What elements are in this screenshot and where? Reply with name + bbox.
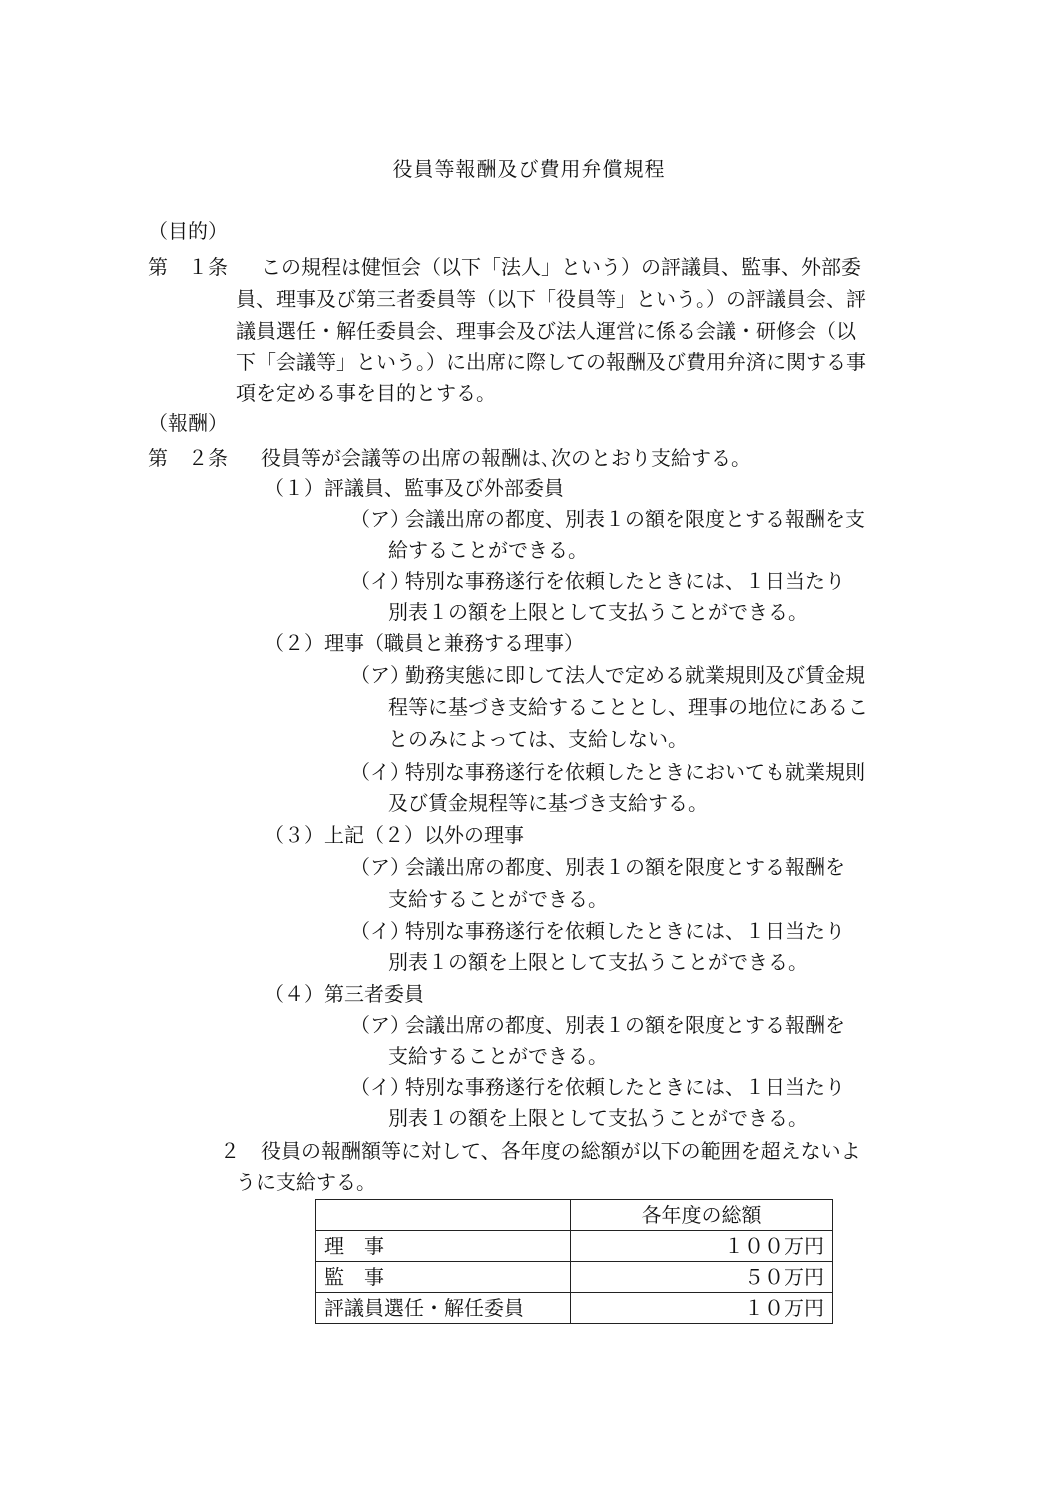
item-title: （２）理事（職員と兼務する理事） bbox=[264, 631, 584, 655]
table-header-cell bbox=[316, 1200, 571, 1231]
table-amount-cell: ５０万円 bbox=[571, 1262, 833, 1293]
article-1-line: 項を定める事を目的とする。 bbox=[236, 381, 496, 405]
sub-line: 及び賃金規程等に基づき支給する。 bbox=[388, 791, 708, 815]
sub-label: （イ） bbox=[350, 569, 410, 593]
sub-line: 別表１の額を上限として支払うことができる。 bbox=[388, 950, 808, 974]
table-row bbox=[316, 1262, 833, 1293]
document-title: 役員等報酬及び費用弁償規程 bbox=[392, 157, 666, 181]
article-1-heading: （目的） bbox=[148, 219, 228, 243]
sub-line: 勤務実態に即して法人で定める就業規則及び賃金規 bbox=[405, 663, 865, 687]
table-amount-cell: １０万円 bbox=[571, 1293, 833, 1324]
table-row bbox=[316, 1231, 833, 1262]
item-title: （３）上記（２）以外の理事 bbox=[264, 823, 524, 847]
sub-line: 特別な事務遂行を依頼したときには、１日当たり bbox=[405, 569, 845, 593]
article-1-line: 員、理事及び第三者委員等（以下「役員等」という。）の評議員会、評 bbox=[236, 287, 866, 311]
table-header-cell: 各年度の総額 bbox=[571, 1200, 833, 1231]
sub-line: 別表１の額を上限として支払うことができる。 bbox=[388, 1106, 808, 1130]
sub-line: 特別な事務遂行を依頼したときには、１日当たり bbox=[405, 919, 845, 943]
item-title: （４）第三者委員 bbox=[264, 982, 424, 1006]
article-1-line: この規程は健恒会（以下「法人」という）の評議員、監事、外部委 bbox=[261, 255, 861, 279]
table-role-cell: 監 事 bbox=[316, 1262, 571, 1293]
sub-label: （イ） bbox=[350, 760, 410, 784]
sub-label: （ア） bbox=[350, 1013, 410, 1037]
paragraph-2-line: うに支給する。 bbox=[236, 1170, 376, 1194]
sub-line: 支給することができる。 bbox=[388, 887, 608, 911]
article-1-label: 第 １条 bbox=[148, 255, 228, 279]
article-2-label: 第 ２条 bbox=[148, 446, 228, 470]
sub-line: 程等に基づき支給することとし、理事の地位にあるこ bbox=[388, 695, 868, 719]
table-header-row bbox=[316, 1200, 833, 1231]
sub-label: （ア） bbox=[350, 507, 410, 531]
table-role-cell: 理 事 bbox=[316, 1231, 571, 1262]
sub-line: 特別な事務遂行を依頼したときには、１日当たり bbox=[405, 1075, 845, 1099]
article-1-line: 下「会議等」という。）に出席に際しての報酬及び費用弁済に関する事 bbox=[236, 350, 866, 374]
sub-label: （イ） bbox=[350, 1075, 410, 1099]
table-amount-cell: １００万円 bbox=[571, 1231, 833, 1262]
article-2-heading: （報酬） bbox=[148, 411, 228, 435]
paragraph-2-number: ２ bbox=[220, 1139, 240, 1163]
article-1-line: 議員選任・解任委員会、理事会及び法人運営に係る会議・研修会（以 bbox=[236, 319, 856, 343]
sub-line: 会議出席の都度、別表１の額を限度とする報酬を支 bbox=[405, 507, 865, 531]
table-role-cell: 評議員選任・解任委員 bbox=[316, 1293, 571, 1324]
sub-line: 支給することができる。 bbox=[388, 1044, 608, 1068]
item-title: （１）評議員、監事及び外部委員 bbox=[264, 476, 564, 500]
paragraph-2-line: 役員の報酬額等に対して、各年度の総額が以下の範囲を超えないよ bbox=[261, 1139, 861, 1163]
sub-label: （イ） bbox=[350, 919, 410, 943]
sub-line: 特別な事務遂行を依頼したときにおいても就業規則 bbox=[405, 760, 865, 784]
sub-line: 会議出席の都度、別表１の額を限度とする報酬を bbox=[405, 855, 845, 879]
sub-line: 会議出席の都度、別表１の額を限度とする報酬を bbox=[405, 1013, 845, 1037]
sub-label: （ア） bbox=[350, 663, 410, 687]
article-2-intro: 役員等が会議等の出席の報酬は､次のとおり支給する。 bbox=[261, 446, 751, 470]
sub-line: 給することができる。 bbox=[388, 538, 588, 562]
table-row bbox=[316, 1293, 833, 1324]
sub-line: とのみによっては、支給しない。 bbox=[388, 727, 688, 751]
sub-line: 別表１の額を上限として支払うことができる。 bbox=[388, 600, 808, 624]
sub-label: （ア） bbox=[350, 855, 410, 879]
compensation-limits-table bbox=[315, 1199, 833, 1324]
